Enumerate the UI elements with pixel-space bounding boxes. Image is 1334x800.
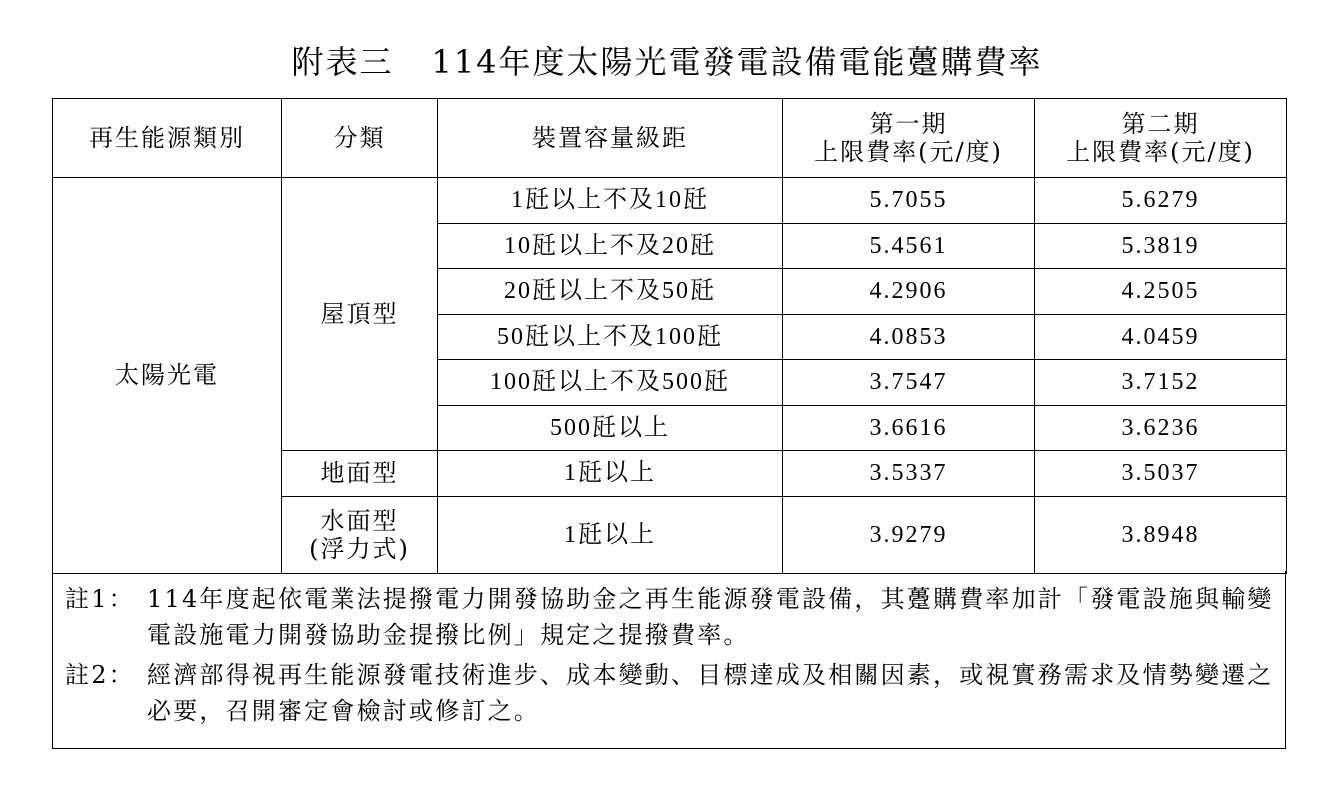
header-period2 [1035, 99, 1287, 178]
rate-table [52, 98, 1287, 574]
type-water-cell [282, 496, 438, 573]
capacity-cell: 1瓩以上不及10瓩 [438, 178, 783, 224]
capacity-cell: 100瓩以上不及500瓩 [438, 360, 783, 406]
period2-rate-cell: 5.3819 [1035, 223, 1287, 269]
period1-rate-cell: 4.0853 [783, 314, 1035, 360]
period1-rate-cell: 3.5337 [783, 451, 1035, 497]
header-period2-subtitle: 上限費率(元/度) [1066, 138, 1255, 166]
capacity-cell: 20瓩以上不及50瓩 [438, 269, 783, 315]
note-2 [65, 657, 1275, 729]
capacity-cell: 50瓩以上不及100瓩 [438, 314, 783, 360]
header-category: 再生能源類別 [53, 99, 282, 178]
title-text: 114年度太陽光電發電設備電能躉購費率 [431, 43, 1043, 81]
appendix-label: 附表三 [291, 43, 394, 81]
period2-rate-cell: 3.8948 [1035, 496, 1287, 573]
type-water-sublabel: (浮力式) [309, 534, 410, 563]
document-title [0, 38, 1334, 86]
type-water-label: 水面型 [320, 506, 399, 535]
note-1-label: 註1： [65, 585, 135, 613]
period1-rate-cell: 5.4561 [783, 223, 1035, 269]
period2-rate-cell: 4.2505 [1035, 269, 1287, 315]
header-period1-title: 第一期 [869, 110, 948, 138]
note-1 [65, 581, 1275, 653]
period2-rate-cell: 4.0459 [1035, 314, 1287, 360]
header-period1 [783, 99, 1035, 178]
header-period2-title: 第二期 [1121, 110, 1200, 138]
type-ground-cell: 地面型 [282, 451, 438, 497]
note-2-label: 註2： [65, 661, 135, 689]
period1-rate-cell: 3.7547 [783, 360, 1035, 406]
period2-rate-cell: 3.6236 [1035, 405, 1287, 451]
period1-rate-cell: 3.6616 [783, 405, 1035, 451]
period2-rate-cell: 3.5037 [1035, 451, 1287, 497]
notes-box [52, 571, 1286, 749]
capacity-cell: 1瓩以上 [438, 451, 783, 497]
period1-rate-cell: 5.7055 [783, 178, 1035, 224]
header-period1-subtitle: 上限費率(元/度) [814, 138, 1003, 166]
period1-rate-cell: 4.2906 [783, 269, 1035, 315]
note-2-text: 經濟部得視再生能源發電技術進步、成本變動、目標達成及相關因素，或視實務需求及情勢變遷之必要，召開審定會檢討或修訂之。 [147, 661, 1274, 725]
period2-rate-cell: 5.6279 [1035, 178, 1287, 224]
note-1-text: 114年度起依電業法提撥電力開發協助金之再生能源發電設備，其躉購費率加計「發電設施與輸變電設施電力開發協助金提撥比例」規定之提撥費率。 [147, 585, 1274, 649]
table-row [53, 178, 1287, 224]
period2-rate-cell: 3.7152 [1035, 360, 1287, 406]
header-type: 分類 [282, 99, 438, 178]
capacity-cell: 10瓩以上不及20瓩 [438, 223, 783, 269]
capacity-cell: 500瓩以上 [438, 405, 783, 451]
type-rooftop-cell: 屋頂型 [282, 178, 438, 451]
category-cell: 太陽光電 [53, 178, 282, 574]
period1-rate-cell: 3.9279 [783, 496, 1035, 573]
header-capacity: 裝置容量級距 [438, 99, 783, 178]
header-row [53, 99, 1287, 178]
capacity-cell: 1瓩以上 [438, 496, 783, 573]
